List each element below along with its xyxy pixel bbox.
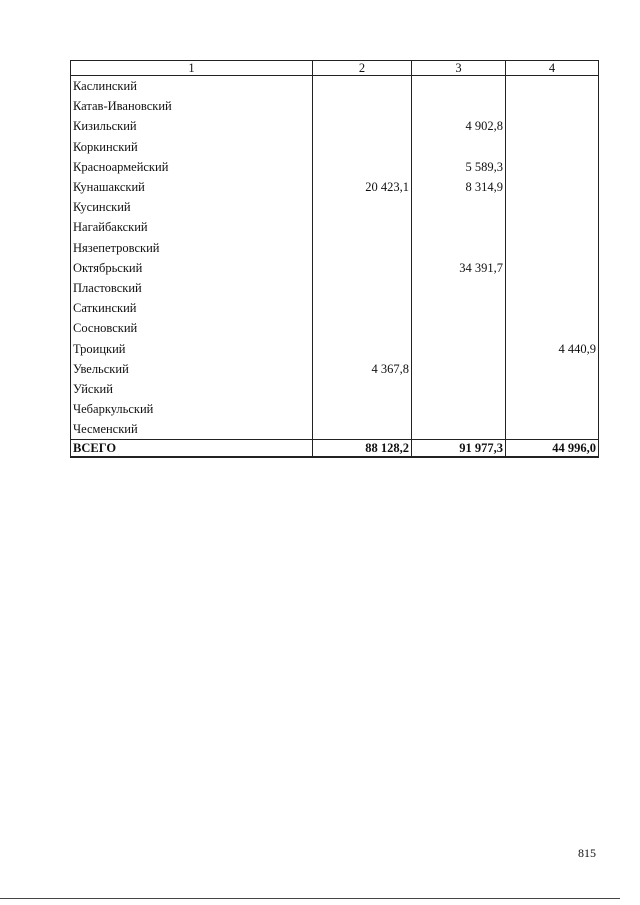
- district-name-cell: Красноармейский: [71, 157, 313, 177]
- value-cell: [313, 399, 412, 419]
- value-cell: [313, 197, 412, 217]
- total-cell: 88 128,2: [313, 440, 412, 458]
- value-cell: 5 589,3: [412, 157, 506, 177]
- district-name-cell: Пластовский: [71, 278, 313, 298]
- value-cell: [506, 116, 599, 136]
- column-header: 2: [313, 61, 412, 76]
- value-cell: [313, 76, 412, 97]
- district-name-cell: Катав-Ивановский: [71, 96, 313, 116]
- value-cell: [412, 318, 506, 338]
- value-cell: [313, 258, 412, 278]
- total-cell: 44 996,0: [506, 440, 599, 458]
- value-cell: [313, 298, 412, 318]
- value-cell: [412, 298, 506, 318]
- value-cell: [313, 157, 412, 177]
- value-cell: [506, 197, 599, 217]
- value-cell: [506, 76, 599, 97]
- value-cell: [412, 238, 506, 258]
- district-name-cell: Кусинский: [71, 197, 313, 217]
- value-cell: [313, 379, 412, 399]
- district-name-cell: Октябрьский: [71, 258, 313, 278]
- column-header: 1: [71, 61, 313, 76]
- value-cell: [506, 359, 599, 379]
- value-cell: [313, 96, 412, 116]
- district-name-cell: Уйский: [71, 379, 313, 399]
- table-body: [71, 76, 599, 440]
- table-row: [71, 116, 599, 136]
- table-row: [71, 197, 599, 217]
- header-row: [71, 61, 599, 76]
- value-cell: [506, 177, 599, 197]
- column-header: 3: [412, 61, 506, 76]
- value-cell: [506, 217, 599, 237]
- table-row: [71, 399, 599, 419]
- district-name-cell: Увельский: [71, 359, 313, 379]
- value-cell: 4 902,8: [412, 116, 506, 136]
- data-table: [70, 60, 599, 458]
- table-row: [71, 96, 599, 116]
- table-row: [71, 76, 599, 97]
- value-cell: [313, 278, 412, 298]
- district-name-cell: Кунашакский: [71, 177, 313, 197]
- value-cell: [506, 258, 599, 278]
- value-cell: [412, 278, 506, 298]
- value-cell: [313, 238, 412, 258]
- value-cell: [412, 359, 506, 379]
- value-cell: 20 423,1: [313, 177, 412, 197]
- value-cell: 34 391,7: [412, 258, 506, 278]
- value-cell: [313, 419, 412, 440]
- table-row: [71, 379, 599, 399]
- value-cell: [506, 278, 599, 298]
- footer-divider: [0, 898, 620, 899]
- district-name-cell: Троицкий: [71, 338, 313, 358]
- value-cell: 4 440,9: [506, 338, 599, 358]
- table-row: [71, 338, 599, 358]
- value-cell: [506, 157, 599, 177]
- table-row: [71, 238, 599, 258]
- total-row: [71, 440, 599, 458]
- value-cell: [313, 116, 412, 136]
- value-cell: [412, 76, 506, 97]
- value-cell: [313, 318, 412, 338]
- district-name-cell: Каслинский: [71, 76, 313, 97]
- district-name-cell: Сосновский: [71, 318, 313, 338]
- table-row: [71, 258, 599, 278]
- table-row: [71, 318, 599, 338]
- page-number: 815: [578, 846, 596, 860]
- value-cell: [313, 338, 412, 358]
- table-row: [71, 157, 599, 177]
- table-row: [71, 137, 599, 157]
- table-row: [71, 177, 599, 197]
- value-cell: [412, 419, 506, 440]
- value-cell: [412, 399, 506, 419]
- value-cell: [412, 197, 506, 217]
- value-cell: [506, 298, 599, 318]
- value-cell: [506, 96, 599, 116]
- district-name-cell: Саткинский: [71, 298, 313, 318]
- total-cell: 91 977,3: [412, 440, 506, 458]
- table-row: [71, 217, 599, 237]
- table-row: [71, 419, 599, 440]
- value-cell: [412, 338, 506, 358]
- table-row: [71, 359, 599, 379]
- value-cell: [506, 399, 599, 419]
- value-cell: [506, 137, 599, 157]
- district-name-cell: Нагайбакский: [71, 217, 313, 237]
- value-cell: [412, 137, 506, 157]
- value-cell: 4 367,8: [313, 359, 412, 379]
- district-name-cell: Кизильский: [71, 116, 313, 136]
- value-cell: [313, 217, 412, 237]
- value-cell: [506, 419, 599, 440]
- value-cell: [506, 318, 599, 338]
- value-cell: [506, 238, 599, 258]
- value-cell: [506, 379, 599, 399]
- table-row: [71, 278, 599, 298]
- district-name-cell: Коркинский: [71, 137, 313, 157]
- district-name-cell: Нязепетровский: [71, 238, 313, 258]
- column-header: 4: [506, 61, 599, 76]
- table-row: [71, 298, 599, 318]
- district-name-cell: Чебаркульский: [71, 399, 313, 419]
- value-cell: [412, 379, 506, 399]
- value-cell: [313, 137, 412, 157]
- value-cell: 8 314,9: [412, 177, 506, 197]
- total-label: ВСЕГО: [71, 440, 313, 458]
- value-cell: [412, 217, 506, 237]
- district-name-cell: Чесменский: [71, 419, 313, 440]
- value-cell: [412, 96, 506, 116]
